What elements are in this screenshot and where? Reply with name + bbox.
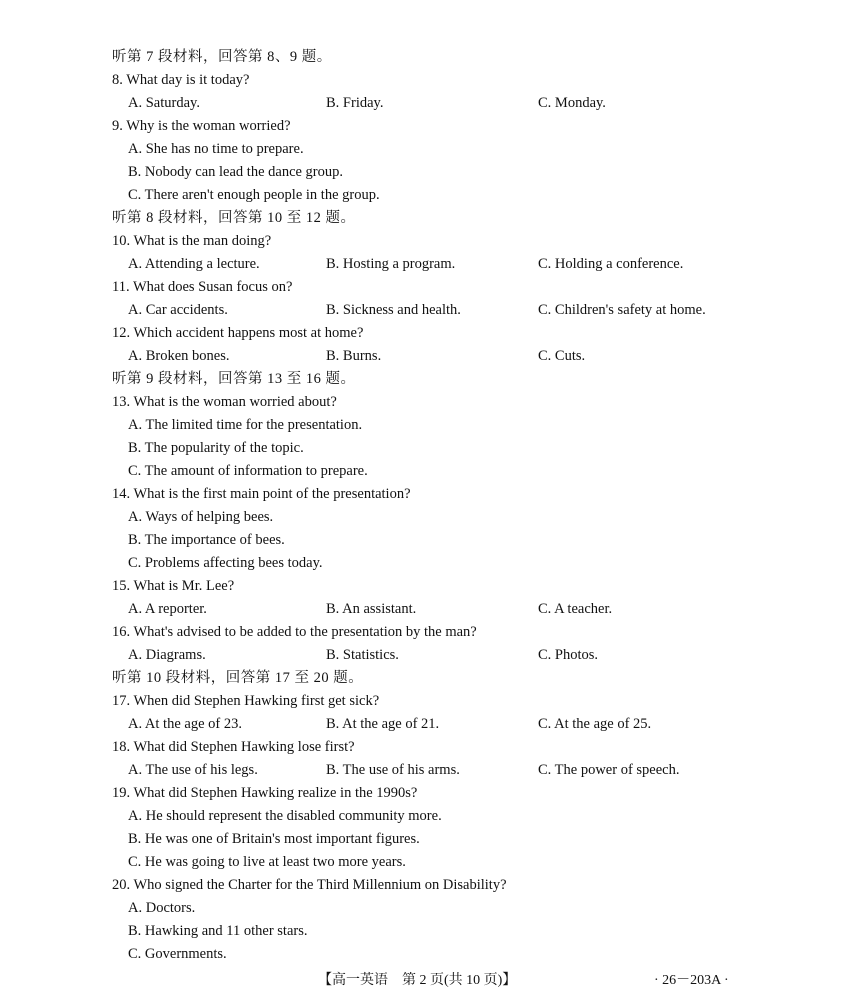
option-c: C. Governments. [128,946,227,962]
option-a: A. Car accidents. [128,302,228,318]
option-a: A. Attending a lecture. [128,256,260,272]
question-text: 14. What is the first main point of the presentation? [112,486,411,502]
question-text: 19. What did Stephen Hawking realize in the 1990s? [112,785,418,801]
question-text: 10. What is the man doing? [112,233,272,249]
option-a: A. Doctors. [128,900,196,916]
question-text: 12. Which accident happens most at home? [112,325,364,341]
option-b: B. Sickness and health. [326,302,461,318]
option-b: B. Friday. [326,95,384,111]
option-a: A. Ways of helping bees. [128,509,274,525]
question-text: 15. What is Mr. Lee? [112,578,235,594]
option-c: C. A teacher. [538,601,613,617]
option-a: A. At the age of 23. [128,716,242,732]
question-text: 16. What's advised to be added to the presentation by the man? [112,624,477,640]
option-b: B. Burns. [326,348,382,364]
option-a: A. Broken bones. [128,348,230,364]
option-c: C. Children's safety at home. [538,302,706,318]
option-b: B. Hosting a program. [326,256,456,272]
page-footer-label: 【高一英语 第 2 页(共 10 页)】 [318,973,517,988]
question-text: 17. When did Stephen Hawking first get sick? [112,693,380,709]
question-text: 8. What day is it today? [112,72,250,88]
option-a: A. The limited time for the presentation. [128,417,363,433]
question-text: 9. Why is the woman worried? [112,118,291,134]
option-a: A. The use of his legs. [128,762,258,778]
option-c: C. Problems affecting bees today. [128,555,323,571]
option-c: C. At the age of 25. [538,716,652,732]
section-heading: 听第 8 段材料，回答第 10 至 12 题。 [112,210,356,226]
option-b: B. Nobody can lead the dance group. [128,164,344,180]
option-b: B. The importance of bees. [128,532,285,548]
section-heading: 听第 9 段材料，回答第 13 至 16 题。 [112,371,356,387]
section-heading: 听第 10 段材料，回答第 17 至 20 题。 [112,670,364,686]
option-c: C. The amount of information to prepare. [128,463,368,479]
option-c: C. Monday. [538,95,606,111]
question-text: 11. What does Susan focus on? [112,279,293,295]
question-text: 18. What did Stephen Hawking lose first? [112,739,355,755]
option-c: C. Cuts. [538,348,586,364]
option-b: B. The popularity of the topic. [128,440,304,456]
question-text: 20. Who signed the Charter for the Third Millennium on Disability? [112,877,507,893]
option-a: A. He should represent the disabled community more. [128,808,442,824]
option-c: C. There aren't enough people in the group. [128,187,380,203]
option-b: B. Hawking and 11 other stars. [128,923,308,939]
option-c: C. He was going to live at least two more years. [128,854,406,870]
option-b: B. The use of his arms. [326,762,460,778]
section-heading: 听第 7 段材料，回答第 8、9 题。 [112,49,332,65]
option-c: C. The power of speech. [538,762,680,778]
option-b: B. Statistics. [326,647,399,663]
option-a: A. A reporter. [128,601,207,617]
option-c: C. Holding a conference. [538,256,684,272]
option-b: B. At the age of 21. [326,716,440,732]
option-a: A. Diagrams. [128,647,206,663]
question-text: 13. What is the woman worried about? [112,394,337,410]
option-a: A. She has no time to prepare. [128,141,304,157]
option-b: B. An assistant. [326,601,417,617]
option-a: A. Saturday. [128,95,200,111]
option-c: C. Photos. [538,647,599,663]
option-b: B. He was one of Britain's most important figures. [128,831,420,847]
paper-code: · 26－203A · [654,973,729,988]
